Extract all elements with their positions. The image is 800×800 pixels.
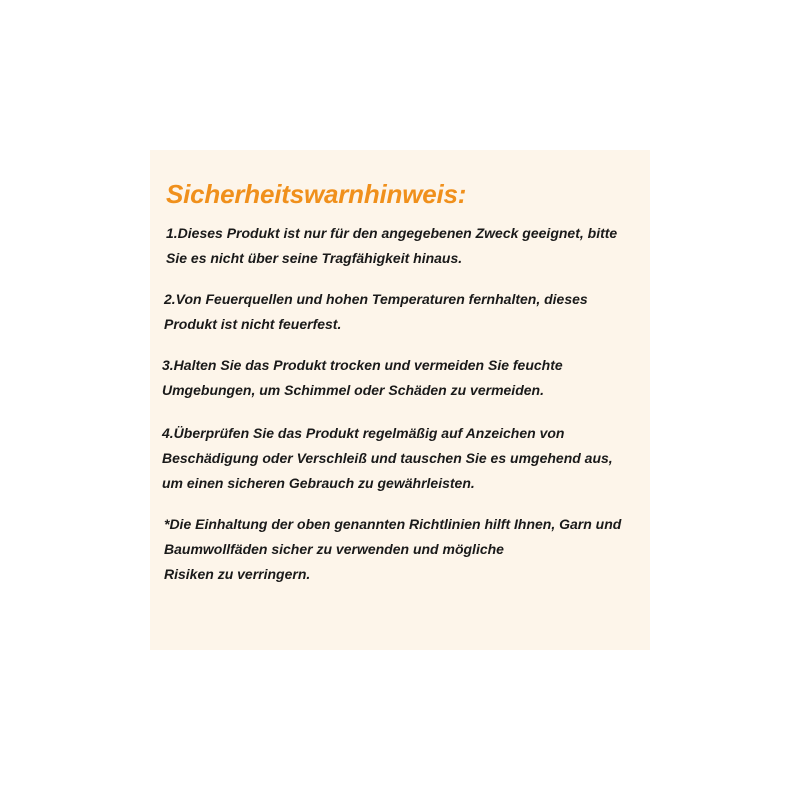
- warning-item-2-line-1: 2.Von Feuerquellen und hohen Temperaturen fernhalten, dieses: [164, 291, 588, 307]
- warning-note: [164, 512, 621, 587]
- warning-item-1-line-1: 1.Dieses Produkt ist nur für den angegebenen Zweck geeignet, bitte: [166, 225, 618, 241]
- warning-item-2-line-2: Produkt ist nicht feuerfest.: [164, 316, 342, 332]
- warning-note-line-2: Baumwollfäden sicher zu verwenden und mögliche: [164, 541, 504, 557]
- warning-item-2: [164, 287, 588, 337]
- safety-warning-card: [150, 150, 650, 650]
- warning-item-3-line-1: 3.Halten Sie das Produkt trocken und vermeiden Sie feuchte: [162, 357, 563, 373]
- warning-note-line-3: Risiken zu verringern.: [164, 566, 311, 582]
- warning-item-4-line-1: 4.Überprüfen Sie das Produkt regelmäßig auf Anzeichen von: [162, 425, 565, 441]
- warning-note-line-1: *Die Einhaltung der oben genannten Richtlinien hilft Ihnen, Garn und: [164, 516, 622, 532]
- warning-item-3-line-2: Umgebungen, um Schimmel oder Schäden zu vermeiden.: [162, 382, 544, 398]
- warning-item-1: [166, 221, 617, 271]
- warning-item-1-line-2: Sie es nicht über seine Tragfähigkeit hinaus.: [166, 250, 463, 266]
- warning-item-4-line-3: um einen sicheren Gebrauch zu gewährleisten.: [162, 475, 475, 491]
- warning-item-4: [162, 421, 613, 496]
- warning-title: Sicherheitswarnhinweis:: [166, 179, 467, 209]
- warning-item-4-line-2: Beschädigung oder Verschleiß und tauschen Sie es umgehend aus,: [162, 450, 613, 466]
- warning-item-3: [162, 353, 563, 403]
